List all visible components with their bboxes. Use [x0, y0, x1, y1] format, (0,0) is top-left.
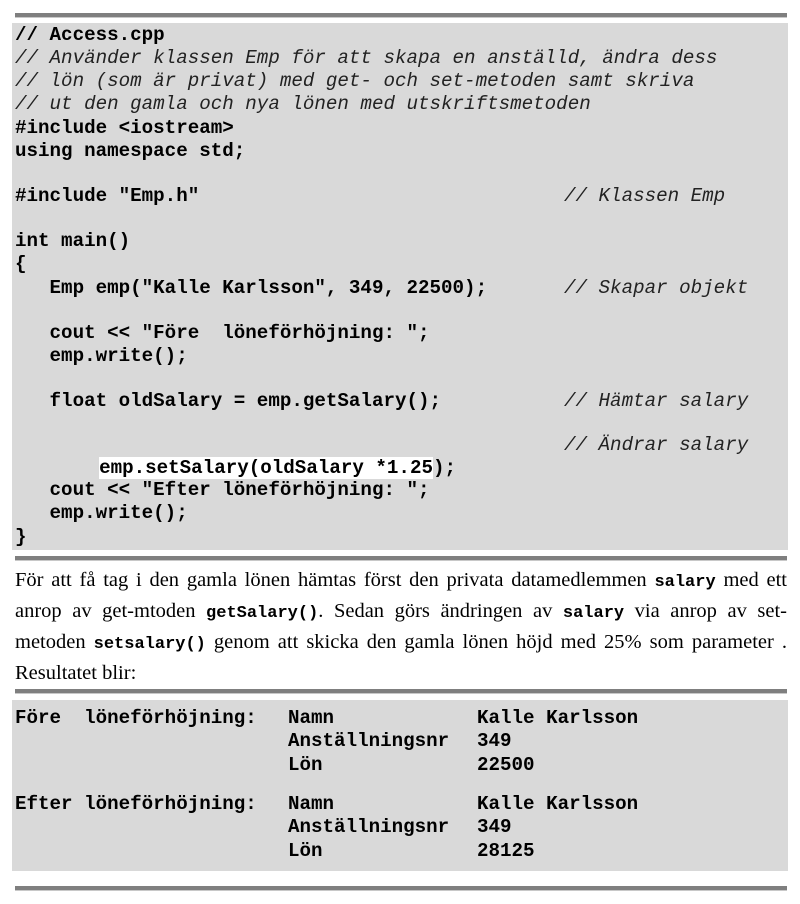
program-output [12, 700, 788, 871]
code-comment: // Ändrar salary [564, 434, 749, 456]
code-comment: // Använder klassen Emp för att skapa en anställd, ändra dess [15, 47, 718, 69]
code-line-filename: // Access.cpp [15, 24, 165, 46]
code-term-getsalary: getSalary() [206, 604, 319, 623]
output-value-name: Kalle Karlsson [477, 793, 639, 815]
code-line-open-brace: { [15, 253, 27, 275]
bottom-rule [15, 886, 787, 891]
output-field-empno: Anställningsnr [288, 730, 450, 752]
code-comment: // Klassen Emp [564, 185, 726, 207]
code-listing [12, 23, 788, 550]
code-comment: // ut den gamla och nya lönen med utskriftsmetoden [15, 93, 591, 115]
output-value-salary: 28125 [477, 840, 535, 862]
code-line-write: emp.write(); [15, 345, 188, 367]
code-line-emp-constructor: Emp emp("Kalle Karlsson", 349, 22500); [15, 277, 488, 299]
code-line-close-brace: } [15, 526, 27, 548]
output-value-salary: 22500 [477, 754, 535, 776]
highlighted-code: emp.setSalary(oldSalary *1.25 [99, 457, 433, 479]
section-rule [15, 556, 787, 561]
code-comment: // Skapar objekt [564, 277, 749, 299]
output-field-name: Namn [288, 793, 335, 815]
code-line-cout-before: cout << "Före löneförhöjning: "; [15, 322, 430, 344]
code-line-include-emp: #include "Emp.h" [15, 185, 200, 207]
output-field-salary: Lön [288, 840, 323, 862]
output-field-empno: Anställningsnr [288, 816, 450, 838]
code-comment: // lön (som är privat) med get- och set-metoden samt skriva [15, 70, 695, 92]
code-term-salary: salary [562, 604, 625, 623]
code-line-using-namespace: using namespace std; [15, 140, 246, 162]
code-line-main: int main() [15, 230, 131, 252]
code-line-set-salary [53, 434, 457, 479]
output-label-before: Före löneförhöjning: [15, 707, 257, 729]
output-value-name: Kalle Karlsson [477, 707, 639, 729]
top-rule [15, 13, 787, 18]
code-line-cout-after: cout << "Efter löneförhöjning: "; [15, 479, 430, 501]
code-term-setsalary: setsalary() [93, 635, 206, 654]
code-term-salary: salary [654, 573, 716, 592]
code-line-write: emp.write(); [15, 502, 188, 524]
code-tail: ); [432, 457, 457, 479]
code-comment: // Hämtar salary [564, 390, 749, 412]
code-line-include-iostream: #include <iostream> [15, 117, 234, 139]
output-value-empno: 349 [477, 730, 512, 752]
output-label-after: Efter löneförhöjning: [15, 793, 257, 815]
code-line-get-salary: float oldSalary = emp.getSalary(); [15, 390, 442, 412]
output-value-empno: 349 [477, 816, 512, 838]
section-rule [15, 689, 787, 694]
explanation-paragraph: För att få tag i den gamla lönen hämtas först den privata datamedlemmen salary med ett anrop av get-mtoden getSalary(). Sedan görs ändringen av salary via anrop av set-metoden setsalary() genom att skicka den gamla lönen höjd med 25% som parameter . Resultatet blir: [15, 569, 787, 684]
output-field-name: Namn [288, 707, 335, 729]
output-field-salary: Lön [288, 754, 323, 776]
